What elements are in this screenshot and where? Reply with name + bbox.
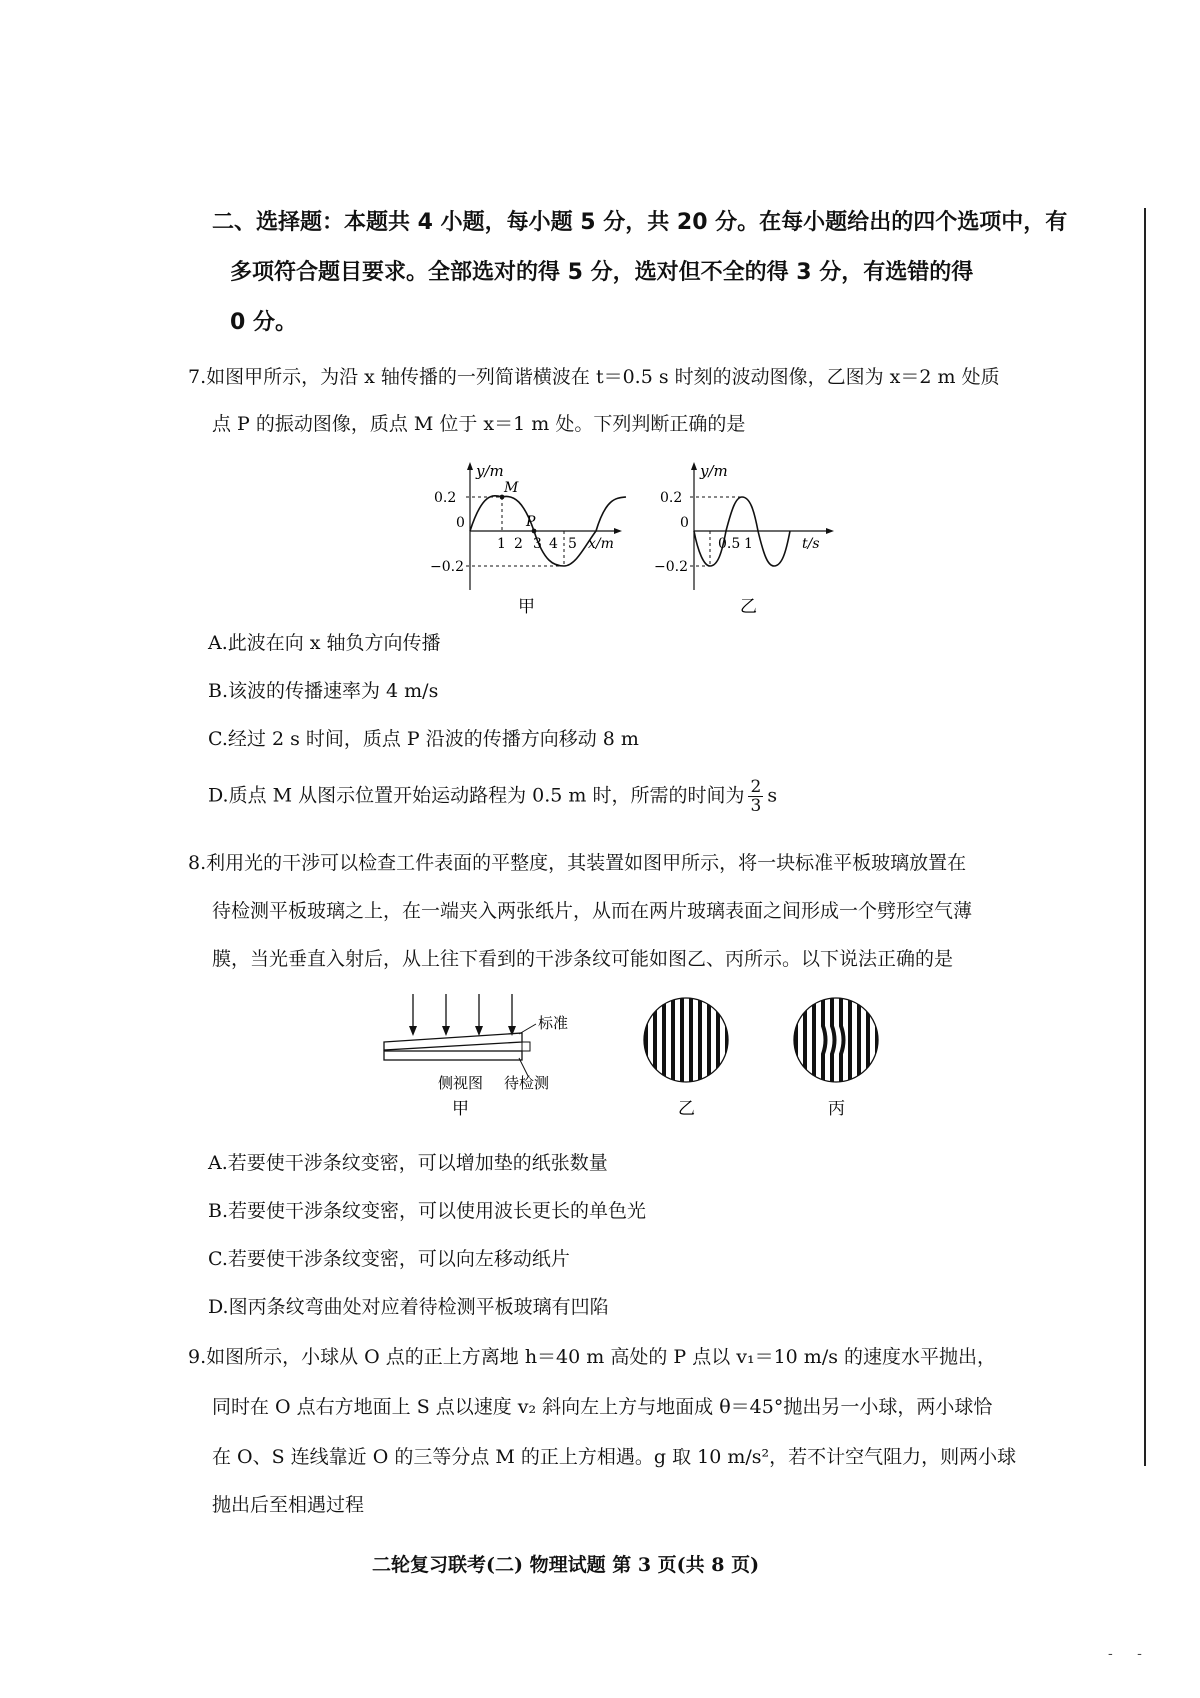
xtick-4: 4 bbox=[549, 536, 558, 552]
fraction-numerator: 2 bbox=[750, 777, 762, 797]
q7-option-d bbox=[208, 778, 777, 815]
q7-option-b: B.该波的传播速率为 4 m/s bbox=[208, 680, 439, 702]
section-heading-line2: 多项符合题目要求。全部选对的得 5 分，选对但不全的得 3 分，有选错的得 bbox=[230, 260, 974, 285]
leader-standard bbox=[519, 1024, 536, 1034]
right-margin-rule bbox=[1144, 208, 1146, 1466]
q8-option-a: A.若要使干涉条纹变密，可以增加垫的纸张数量 bbox=[208, 1152, 608, 1174]
caption: 甲 bbox=[518, 597, 535, 617]
y-axis-arrow bbox=[467, 462, 473, 470]
q8-option-c: C.若要使干涉条纹变密，可以向左移动纸片 bbox=[208, 1248, 570, 1270]
ytick-0.2: 0.2 bbox=[434, 490, 457, 506]
xtick-1: 1 bbox=[497, 536, 506, 552]
label-standard: 标准 bbox=[538, 1014, 569, 1032]
q7-option-d-unit: s bbox=[767, 784, 778, 807]
ttick-1: 1 bbox=[744, 536, 753, 552]
caption: 乙 bbox=[740, 597, 757, 617]
xtick-3: 3 bbox=[533, 536, 542, 552]
xtick-5: 5 bbox=[568, 536, 577, 552]
paper-strips bbox=[522, 1042, 530, 1051]
q8-stem-line1: 8.利用光的干涉可以检查工件表面的平整度，其装置如图甲所示，将一块标准平板玻璃放置在 bbox=[188, 852, 967, 874]
q8-option-b: B.若要使干涉条纹变密，可以使用波长更长的单色光 bbox=[208, 1200, 647, 1222]
q7-vibration-graph bbox=[652, 462, 852, 622]
q8-fringe-straight bbox=[636, 996, 736, 1122]
q9-stem-line4: 抛出后至相遇过程 bbox=[212, 1494, 365, 1516]
ttick-0.5: 0.5 bbox=[718, 536, 741, 552]
q7-option-d-text: D.质点 M 从图示位置开始运动路程为 0.5 m 时，所需的时间为 bbox=[208, 784, 745, 807]
tlabel: t/s bbox=[802, 536, 820, 552]
ytick-0: 0 bbox=[680, 515, 689, 531]
standard-glass bbox=[384, 1033, 522, 1050]
q9-stem-line1: 9.如图所示，小球从 O 点的正上方离地 h＝40 m 高处的 P 点以 v₁＝10 m/s 的速度水平抛出， bbox=[188, 1346, 997, 1368]
label-m: M bbox=[504, 480, 519, 496]
q8-fringe-bent bbox=[786, 996, 886, 1122]
label-test: 待检测 bbox=[504, 1074, 550, 1092]
q8-apparatus-figure bbox=[376, 990, 586, 1120]
x-axis-arrow bbox=[614, 528, 622, 534]
caption: 丙 bbox=[828, 1099, 845, 1119]
xtick-2: 2 bbox=[514, 536, 523, 552]
fraction bbox=[748, 778, 763, 815]
q7-option-a: A.此波在向 x 轴负方向传播 bbox=[208, 632, 441, 654]
light-arrows bbox=[409, 994, 516, 1036]
caption: 甲 bbox=[452, 1099, 469, 1119]
ylabel: y/m bbox=[476, 462, 504, 480]
ytick-neg0.2: −0.2 bbox=[654, 559, 688, 575]
q9-stem-line2: 同时在 O 点右方地面上 S 点以速度 v₂ 斜向左上方与地面成 θ＝45°抛出另一小球，两小球恰 bbox=[212, 1396, 993, 1418]
xlabel: x/m bbox=[588, 536, 614, 552]
q8-option-d: D.图丙条纹弯曲处对应着待检测平板玻璃有凹陷 bbox=[208, 1296, 609, 1318]
section-heading-line1: 二、选择题：本题共 4 小题，每小题 5 分，共 20 分。在每小题给出的四个选项中，有 bbox=[212, 210, 1068, 235]
corner-marks: - - bbox=[1108, 1646, 1152, 1662]
q8-stem-line3: 膜，当光垂直入射后，从上往下看到的干涉条纹可能如图乙、丙所示。以下说法正确的是 bbox=[212, 948, 954, 970]
label-p: P bbox=[526, 514, 536, 530]
fraction-denominator: 3 bbox=[750, 796, 762, 816]
q8-stem-line2: 待检测平板玻璃之上，在一端夹入两张纸片，从而在两片玻璃表面之间形成一个劈形空气薄 bbox=[212, 900, 973, 922]
t-axis-arrow bbox=[826, 528, 834, 534]
ytick-0: 0 bbox=[456, 515, 465, 531]
ytick-0.2: 0.2 bbox=[660, 490, 683, 506]
ylabel: y/m bbox=[700, 462, 728, 480]
q7-wave-graph bbox=[430, 462, 630, 622]
caption: 乙 bbox=[678, 1099, 695, 1119]
label-side-view: 侧视图 bbox=[438, 1074, 484, 1092]
ytick-neg0.2: −0.2 bbox=[430, 559, 464, 575]
q7-option-c: C.经过 2 s 时间，质点 P 沿波的传播方向移动 8 m bbox=[208, 728, 639, 750]
q7-stem-line2: 点 P 的振动图像，质点 M 位于 x＝1 m 处。下列判断正确的是 bbox=[212, 413, 746, 435]
section-heading-line3: 0 分。 bbox=[230, 310, 297, 335]
page-footer: 二轮复习联考(二) 物理试题 第 3 页(共 8 页) bbox=[372, 1554, 760, 1576]
y-axis-arrow bbox=[691, 462, 697, 470]
q9-stem-line3: 在 O、S 连线靠近 O 的三等分点 M 的正上方相遇。g 取 10 m/s²，若不计空气阻力，则两小球 bbox=[212, 1446, 1017, 1468]
q7-stem-line1: 7.如图甲所示，为沿 x 轴传播的一列简谐横波在 t＝0.5 s 时刻的波动图像，乙图为 x＝2 m 处质 bbox=[188, 366, 1000, 388]
test-glass bbox=[384, 1051, 522, 1060]
